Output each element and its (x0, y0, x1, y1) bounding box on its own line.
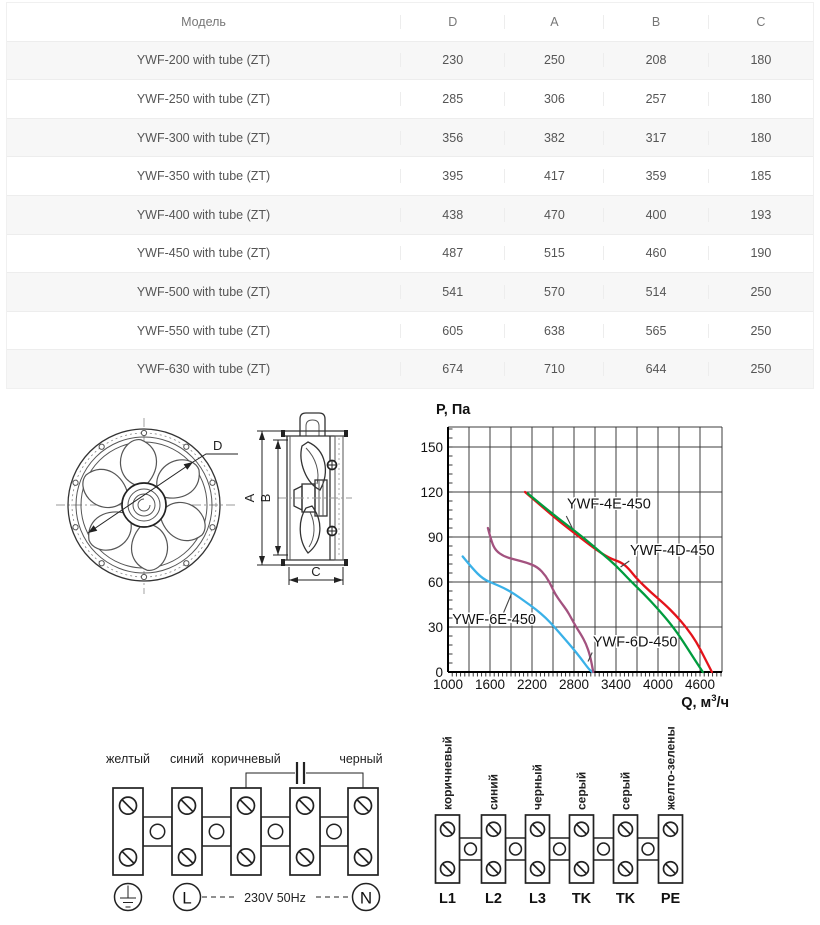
link-hole (642, 843, 654, 855)
bolt-hole (184, 444, 189, 449)
value-cell: 285 (400, 92, 504, 106)
dim-label-d: D (213, 438, 223, 453)
table-row (7, 349, 813, 388)
curve-label: YWF-6E-450 (452, 612, 537, 628)
wire-label: синий (169, 752, 205, 766)
x-tick-label: 3400 (600, 677, 632, 692)
curve-label: YWF-4D-450 (630, 543, 715, 559)
dimensions-table (6, 2, 814, 389)
value-cell: 674 (400, 362, 504, 376)
value-cell: 460 (603, 246, 707, 260)
value-cell: 180 (708, 131, 813, 145)
link-hole (554, 843, 566, 855)
bolt-hole (141, 430, 146, 435)
value-cell: 250 (708, 362, 813, 376)
model-cell: YWF-250 with tube (ZT) (136, 91, 271, 106)
wire-label: коричневый (211, 752, 281, 766)
table-row (7, 234, 813, 273)
value-cell: 356 (400, 131, 504, 145)
value-cell: 470 (504, 208, 603, 222)
neutral-label: N (359, 888, 373, 908)
terminal-label: TK (615, 891, 636, 907)
value-cell: 400 (603, 208, 707, 222)
wiring-diagram-three-phase (425, 700, 715, 915)
wire-label: серый (618, 771, 633, 810)
link-hole (465, 843, 477, 855)
fan-dimension-drawing (50, 410, 380, 605)
dim-label-c: C (311, 564, 321, 579)
table-row (7, 311, 813, 350)
capacitor-icon (297, 762, 304, 784)
y-tick-label: 60 (427, 574, 443, 590)
fan-side-view (242, 413, 352, 585)
performance-chart (420, 392, 820, 722)
value-cell: 395 (400, 169, 504, 183)
fan-blade (83, 469, 128, 507)
dim-label-b: B (258, 493, 273, 503)
bolt-hole (210, 480, 215, 485)
value-cell: 180 (708, 92, 813, 106)
table-row (7, 41, 813, 80)
value-cell: 230 (400, 53, 504, 67)
wire-label: черный (339, 752, 383, 766)
wire-label: желто-зелены (663, 726, 678, 810)
table-row (7, 79, 813, 118)
curve-YWF-6D-450 (488, 528, 593, 672)
wiring-diagram-single-phase (85, 725, 405, 921)
value-cell: D (400, 15, 504, 29)
wire-label: коричневый (440, 736, 455, 810)
value-cell: 359 (603, 169, 707, 183)
terminal-label: L1 (439, 891, 456, 907)
wire-label: черный (530, 764, 545, 810)
link-hole (268, 824, 282, 838)
line-label: L (182, 888, 192, 908)
bolt-hole (141, 574, 146, 579)
model-cell: Модель (181, 14, 226, 29)
link-hole (598, 843, 610, 855)
bolt-hole (73, 480, 78, 485)
model-cell: YWF-300 with tube (ZT) (136, 130, 271, 145)
terminal-label: L3 (529, 891, 546, 907)
curve-label: YWF-4E-450 (567, 496, 651, 513)
value-cell: 185 (708, 169, 813, 183)
value-cell: 605 (400, 324, 504, 338)
bolt-hole (73, 525, 78, 530)
value-cell: 515 (504, 246, 603, 260)
link-hole (327, 824, 341, 838)
y-tick-label: 0 (435, 664, 443, 680)
y-tick-label: 90 (427, 529, 443, 545)
value-cell: 306 (504, 92, 603, 106)
line-terminal (174, 884, 201, 911)
bolt-hole (184, 561, 189, 566)
value-cell: 382 (504, 131, 603, 145)
wire-label: серый (574, 771, 589, 810)
bolt-hole (99, 444, 104, 449)
terminal-label: TK (571, 891, 592, 907)
terminal-label: L2 (485, 891, 502, 907)
x-tick-label: 4000 (642, 677, 674, 692)
table-row (7, 118, 813, 157)
terminal-label: PE (660, 891, 681, 907)
value-cell: 710 (504, 362, 603, 376)
x-tick-label: 2200 (516, 677, 548, 692)
value-cell: 208 (603, 53, 707, 67)
model-cell: YWF-500 with tube (ZT) (136, 284, 271, 299)
table-row (7, 272, 813, 311)
table-row (7, 195, 813, 234)
x-tick-label: 1000 (432, 677, 464, 692)
value-cell: 514 (603, 285, 707, 299)
model-cell: YWF-450 with tube (ZT) (136, 246, 271, 261)
value-cell: 190 (708, 246, 813, 260)
y-tick-label: 120 (420, 484, 443, 500)
terminal-blocks (113, 788, 378, 875)
model-cell: YWF-200 with tube (ZT) (136, 53, 271, 68)
value-cell: 180 (708, 53, 813, 67)
model-cell: YWF-630 with tube (ZT) (136, 362, 271, 377)
value-cell: 570 (504, 285, 603, 299)
model-cell: YWF-550 with tube (ZT) (136, 323, 271, 338)
y-axis-title: P, Па (436, 402, 471, 418)
neutral-terminal (353, 884, 380, 911)
link-hole (209, 824, 223, 838)
fan-blade (160, 502, 205, 540)
curve-label: YWF-6D-450 (592, 634, 678, 651)
voltage-label: 230V 50Hz (244, 891, 306, 905)
ground-icon (115, 884, 142, 911)
value-cell: 644 (603, 362, 707, 376)
dim-label-a: A (242, 493, 257, 503)
value-cell: 193 (708, 208, 813, 222)
x-tick-label: 1600 (474, 677, 506, 692)
table-row (7, 3, 813, 41)
value-cell: 438 (400, 208, 504, 222)
y-tick-label: 30 (427, 619, 443, 635)
value-cell: 417 (504, 169, 603, 183)
value-cell: 541 (400, 285, 504, 299)
value-cell: 250 (504, 53, 603, 67)
wire-label: синий (486, 773, 501, 810)
value-cell: C (708, 15, 813, 29)
link-hole (510, 843, 522, 855)
terminal-blocks (436, 815, 683, 883)
value-cell: B (603, 15, 707, 29)
link-hole (150, 824, 164, 838)
value-cell: 250 (708, 285, 813, 299)
value-cell: 638 (504, 324, 603, 338)
value-cell: 317 (603, 131, 707, 145)
value-cell: 487 (400, 246, 504, 260)
value-cell: A (504, 15, 603, 29)
x-tick-label: 2800 (558, 677, 590, 692)
table-row (7, 156, 813, 195)
model-cell: YWF-350 with tube (ZT) (136, 169, 271, 184)
x-tick-label: 4600 (684, 677, 716, 692)
bolt-hole (210, 525, 215, 530)
value-cell: 257 (603, 92, 707, 106)
y-tick-label: 150 (420, 439, 443, 455)
model-cell: YWF-400 with tube (ZT) (136, 207, 271, 222)
bolt-hole (99, 561, 104, 566)
value-cell: 250 (708, 324, 813, 338)
x-axis-title: Q, $м^3/ч$ (681, 693, 729, 711)
value-cell: 565 (603, 324, 707, 338)
wire-label: желтый (106, 752, 150, 766)
